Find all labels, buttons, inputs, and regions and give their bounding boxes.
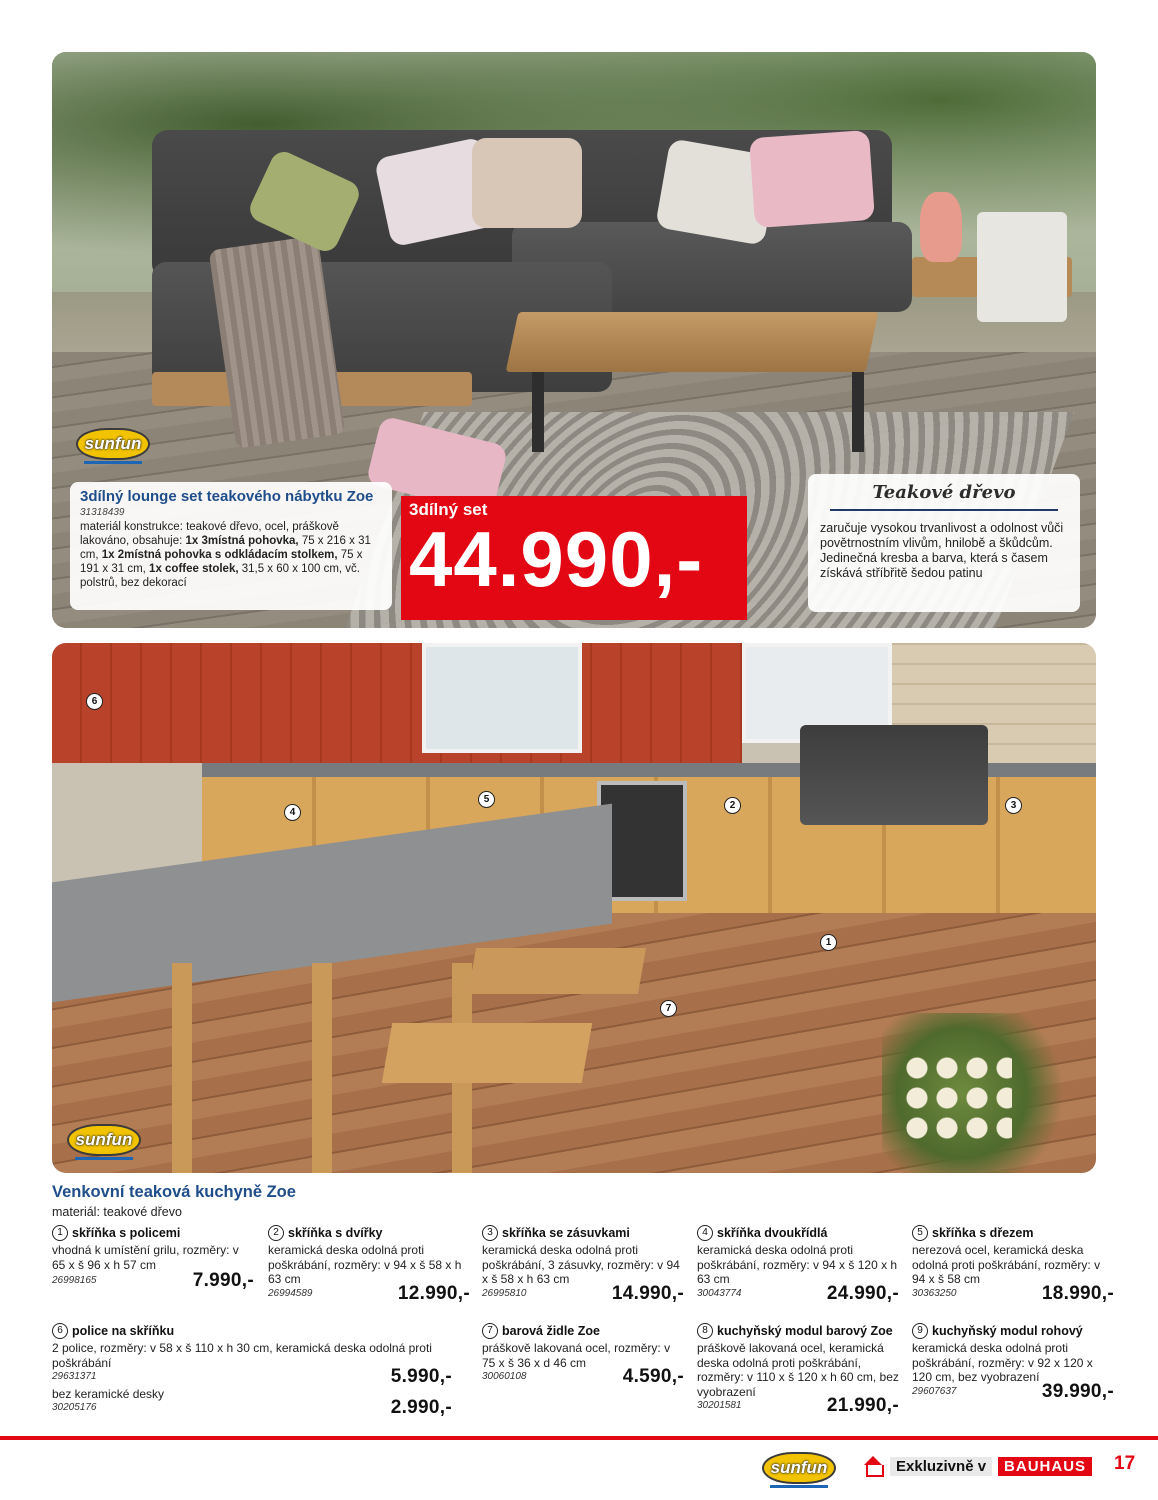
product-code: 30060108 <box>482 1371 527 1382</box>
product-price: 4.590,- <box>622 1366 684 1387</box>
product-title: skříňka s dvířky <box>288 1225 383 1240</box>
bar-stool <box>468 948 646 994</box>
gas-grill <box>800 725 988 825</box>
product-5 <box>912 1225 1114 1304</box>
logo-underline <box>75 1157 133 1160</box>
product-name <box>697 1225 899 1241</box>
lounge-info-box <box>70 482 392 610</box>
product-price: 39.990,- <box>1041 1380 1114 1402</box>
product-4 <box>697 1225 899 1304</box>
lounge-price-box <box>401 496 747 620</box>
sunfun-logo <box>76 428 150 460</box>
pink-vase <box>920 192 962 262</box>
callout-5: 5 <box>478 791 495 808</box>
product-description: vhodná k umístění grilu, rozměry: v 65 x š 96 x h 57 cm <box>52 1243 239 1272</box>
product-name <box>697 1323 899 1339</box>
pillow-beige <box>472 138 582 228</box>
product-name <box>52 1225 254 1241</box>
exclusive-text: Exkluzivně v <box>890 1457 992 1476</box>
teak-divider <box>830 509 1058 511</box>
product-code: 29607637 <box>912 1385 957 1397</box>
coffee-table-leg <box>852 372 864 452</box>
product-alt-code-price <box>52 1397 452 1418</box>
logo-text: sunfun <box>75 1130 133 1149</box>
product-title: skříňka dvoukřídlá <box>717 1225 828 1240</box>
product-price: 24.990,- <box>826 1282 899 1304</box>
sunfun-logo <box>67 1124 141 1156</box>
teak-text: zaručuje vysokou trvanlivost a odolnost vůči povětrnostním vlivům, hnilobě a škůdcům. Jedinečná kresba a barva, která s časem získává stříbřitě šedou patinu <box>820 521 1064 580</box>
bar-stool <box>382 1023 593 1083</box>
house-icon <box>862 1456 884 1476</box>
product-number: 3 <box>482 1225 498 1241</box>
coffee-table-leg <box>532 372 544 452</box>
product-description: práškově lakovaná ocel, rozměry: v 75 x š 36 x d 46 cm <box>482 1341 671 1370</box>
desc-part: materiál konstrukce: teakové dřevo, ocel, práškově lakováno, obsahuje: <box>80 521 339 547</box>
lounge-title: 3dílný lounge set teakového nábytku Zoe <box>80 488 374 505</box>
product-number: 9 <box>912 1323 928 1339</box>
product-number: 2 <box>268 1225 284 1241</box>
product-alt-price: 2.990,- <box>390 1397 452 1418</box>
product-description: 2 police, rozměry: v 58 x š 110 x h 30 cm, keramická deska odolná proti poškrábání <box>52 1341 432 1370</box>
product-number: 6 <box>52 1323 68 1339</box>
product-code-price <box>268 1282 470 1304</box>
product-price: 7.990,- <box>192 1270 254 1291</box>
product-title: police na skříňku <box>72 1323 175 1338</box>
product-3 <box>482 1225 684 1304</box>
desc-part: 75 x 191 x 31 cm, <box>80 549 363 575</box>
product-number: 4 <box>697 1225 713 1241</box>
bauhaus-brand: BAUHAUS <box>998 1457 1092 1476</box>
product-number: 8 <box>697 1323 713 1339</box>
kitchen-photo <box>52 643 1096 1173</box>
product-alt-description: bez keramické desky <box>52 1386 165 1401</box>
product-description: keramická deska odolná proti poškrábání, rozměry: v 94 x š 120 x h 63 cm <box>697 1243 898 1286</box>
product-name <box>52 1323 452 1339</box>
pillow-pink <box>749 130 875 228</box>
product-code-price <box>52 1270 254 1291</box>
product-6 <box>52 1323 452 1416</box>
red-wooden-wall <box>52 643 742 763</box>
product-description: keramická deska odolná proti poškrábání, 3 zásuvky, rozměry: v 94 x š 58 x h 63 cm <box>482 1243 680 1286</box>
product-code-price <box>912 1282 1114 1304</box>
product-8 <box>697 1323 899 1414</box>
product-description: práškově lakovaná ocel, keramická deska odolná proti poškrábání, rozměry: v 110 x š 120 x h 60 cm, bez vyobrazení <box>697 1341 899 1399</box>
lounge-code: 31318439 <box>80 507 125 518</box>
product-code: 30043774 <box>697 1287 742 1299</box>
product-description: keramická deska odolná proti poškrábání, rozměry: v 94 x š 58 x h 63 cm <box>268 1243 462 1286</box>
desc-part: 31,5 x 60 x 100 cm, vč. polstrů, bez dekorací <box>80 563 360 589</box>
coffee-table <box>506 312 879 372</box>
callout-4: 4 <box>284 804 301 821</box>
product-9 <box>912 1323 1114 1402</box>
exclusive-badge <box>862 1456 1092 1476</box>
product-number: 5 <box>912 1225 928 1241</box>
sunfun-logo <box>762 1452 836 1484</box>
product-1 <box>52 1225 254 1289</box>
window <box>422 643 582 753</box>
product-2 <box>268 1225 470 1304</box>
product-code: 30201581 <box>697 1400 742 1411</box>
logo-underline <box>770 1485 828 1488</box>
desc-part: 75 x 216 x 31 cm, <box>80 535 371 561</box>
product-alt-code: 30205176 <box>52 1402 97 1413</box>
product-7 <box>482 1323 684 1385</box>
teak-info-box <box>808 474 1080 612</box>
price-amount: 44.990,- <box>409 515 704 603</box>
callout-7: 7 <box>660 1000 677 1017</box>
product-name <box>482 1323 684 1339</box>
teak-heading: Teakové dřevo <box>872 482 1016 503</box>
product-code: 26995810 <box>482 1287 527 1299</box>
product-name <box>912 1323 1114 1339</box>
product-price: 21.990,- <box>826 1395 899 1416</box>
product-code: 29631371 <box>52 1371 97 1382</box>
product-price: 12.990,- <box>397 1282 470 1304</box>
kitchen-title: Venkovní teaková kuchyně Zoe <box>52 1183 296 1201</box>
price-label: 3dílný set <box>409 500 488 519</box>
product-code-price <box>482 1282 684 1304</box>
white-planter <box>977 212 1067 322</box>
product-title: skříňka se zásuvkami <box>502 1225 630 1240</box>
product-name <box>268 1225 470 1241</box>
callout-6: 6 <box>86 693 103 710</box>
desc-bold: 1x 3místná pohovka, <box>185 535 299 547</box>
product-code-price <box>697 1282 899 1304</box>
product-name <box>912 1225 1114 1241</box>
product-code: 30363250 <box>912 1287 957 1299</box>
product-number: 1 <box>52 1225 68 1241</box>
product-price: 14.990,- <box>611 1282 684 1304</box>
desc-bold: 1x coffee stolek, <box>149 563 239 575</box>
product-number: 7 <box>482 1323 498 1339</box>
product-price: 5.990,- <box>390 1366 452 1387</box>
desc-bold: 1x 2místná pohovka s odkládacím stolkem, <box>101 549 338 561</box>
product-title: barová židle Zoe <box>502 1323 600 1338</box>
logo-text: sunfun <box>770 1458 828 1477</box>
product-name <box>482 1225 684 1241</box>
product-description: nerezová ocel, keramická deska odolná proti poškrábání, rozměry: v 94 x š 58 cm <box>912 1243 1101 1286</box>
product-price: 18.990,- <box>1041 1282 1114 1304</box>
product-code-price <box>52 1366 452 1387</box>
logo-text: sunfun <box>84 434 142 453</box>
lounge-description <box>80 520 382 590</box>
logo-underline <box>84 461 142 464</box>
callout-1: 1 <box>820 934 837 951</box>
callout-2: 2 <box>724 797 741 814</box>
product-code-price <box>697 1395 899 1416</box>
product-title: skříňka s policemi <box>72 1225 181 1240</box>
page-number: 17 <box>1114 1453 1136 1474</box>
product-title: kuchyňský modul rohový <box>932 1323 1083 1338</box>
kitchen-material: materiál: teakové dřevo <box>52 1205 182 1219</box>
flowers <box>902 1053 1012 1143</box>
product-code: 26994589 <box>268 1287 313 1299</box>
callout-3: 3 <box>1005 797 1022 814</box>
product-code-price <box>912 1380 1114 1402</box>
product-description: keramická deska odolná proti poškrábání, rozměry: v 92 x 120 x 120 cm, bez vyobrazení <box>912 1341 1093 1384</box>
footer-red-line <box>0 1436 1158 1440</box>
product-title: kuchyňský modul barový Zoe <box>717 1323 893 1338</box>
product-code-price <box>482 1366 684 1387</box>
product-title: skříňka s dřezem <box>932 1225 1034 1240</box>
product-code: 26998165 <box>52 1275 97 1286</box>
